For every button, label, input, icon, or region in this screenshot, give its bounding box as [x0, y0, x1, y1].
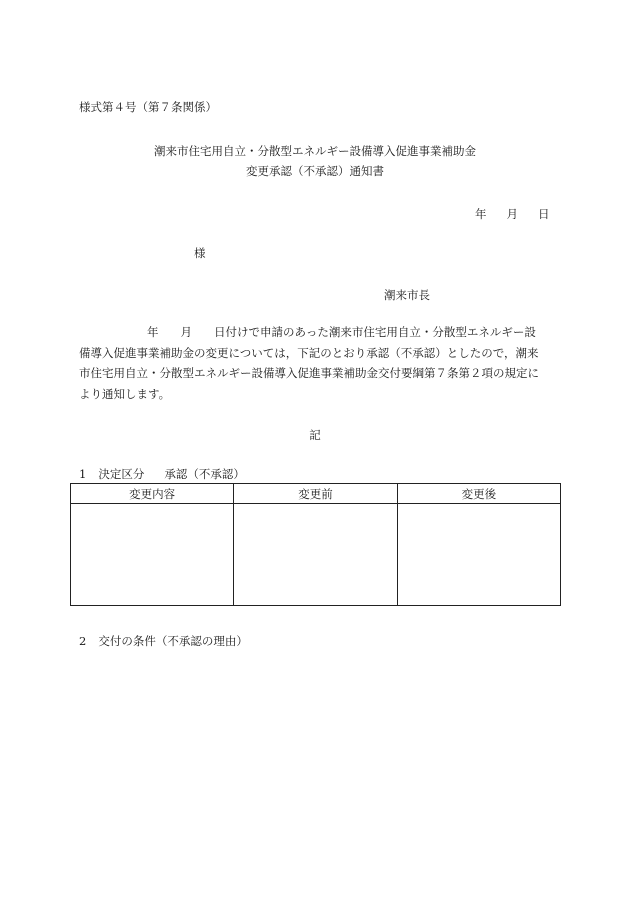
issuer-name: 潮来市長 [384, 288, 430, 302]
section-1-label: 決定区分 [98, 467, 145, 481]
body-line-1-text: 日付けで申請のあった潮来市住宅用自立・分散型エネルギー設 [214, 325, 536, 339]
table-header-row [71, 484, 561, 504]
table-cell-before [234, 504, 397, 606]
body-line-4: より通知します。 [79, 386, 171, 401]
date-day-label: 日 [538, 207, 550, 221]
changes-table [70, 483, 561, 606]
section-1-number: 1 [79, 467, 87, 481]
body-year-label: 年 [147, 325, 159, 339]
section-conditions [79, 633, 248, 649]
table-header-change-content: 変更内容 [71, 484, 234, 504]
date-line [475, 206, 550, 222]
section-2-number: 2 [79, 634, 87, 648]
section-decision-type [79, 466, 245, 482]
form-number: 様式第４号（第７条関係） [79, 100, 217, 114]
table-row [71, 504, 561, 606]
table-header-after: 変更後 [397, 484, 560, 504]
body-paragraph [79, 322, 569, 404]
document-title-line2: 変更承認（不承認）通知書 [246, 164, 384, 178]
table-cell-change-content [71, 504, 234, 606]
date-month-label: 月 [506, 207, 518, 221]
addressee-suffix: 様 [194, 246, 206, 260]
section-2-label: 交付の条件（不承認の理由） [98, 634, 248, 648]
date-year-label: 年 [475, 207, 487, 221]
ki-heading: 記 [309, 428, 321, 442]
body-line-3: 市住宅用自立・分散型エネルギー設備導入促進事業補助金交付要綱第７条第２項の規定に [79, 366, 539, 380]
document-title-line1: 潮来市住宅用自立・分散型エネルギー設備導入促進事業補助金 [154, 144, 476, 158]
body-line-1 [79, 322, 569, 343]
body-month-label: 月 [180, 325, 192, 339]
table-header-before: 変更前 [234, 484, 397, 504]
section-1-value: 承認（不承認） [164, 467, 245, 481]
body-line-2: 備導入促進事業補助金の変更については，下記のとおり承認（不承認）としたので，潮来 [79, 345, 539, 360]
table-cell-after [397, 504, 560, 606]
